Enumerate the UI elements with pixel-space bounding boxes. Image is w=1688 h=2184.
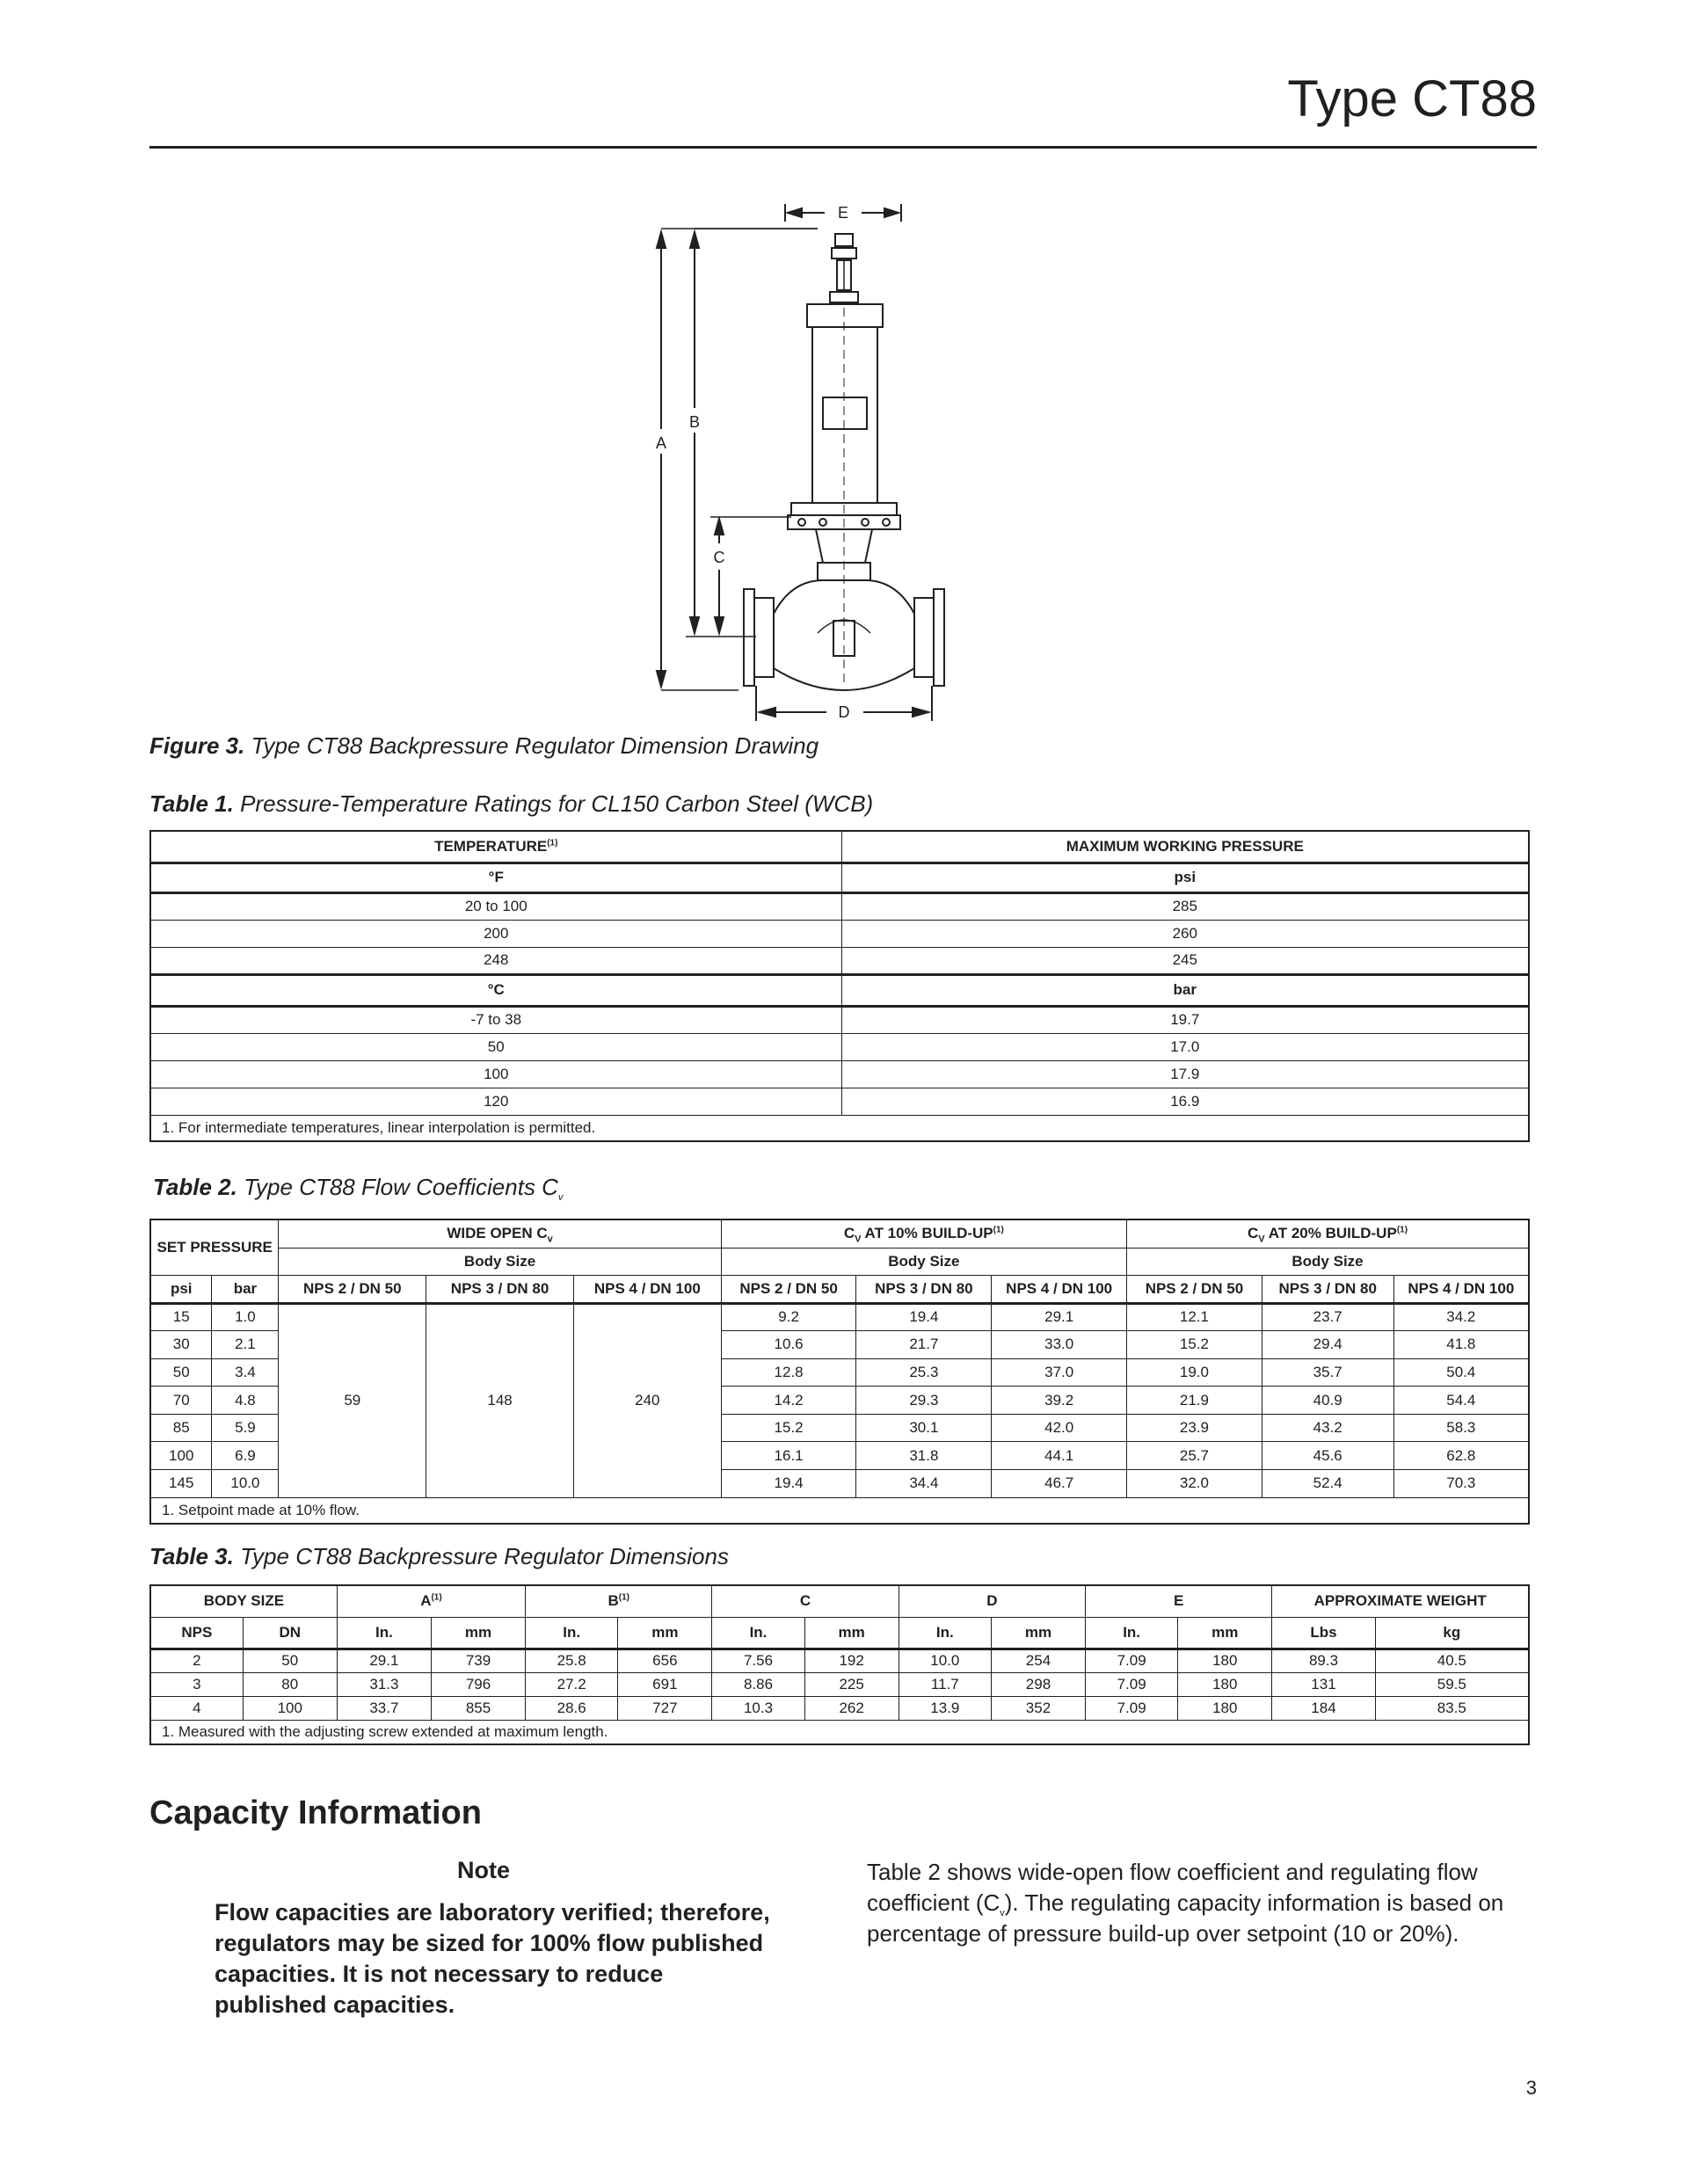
figure3-caption-text: Type CT88 Backpressure Regulator Dimension Drawing [251,732,819,759]
note-title: Note [457,1857,510,1883]
dim-label-a: A [655,434,667,452]
table-cell: 260 [841,920,1529,947]
table2-footnote: 1. Setpoint made at 10% flow. [150,1497,1529,1524]
table1-unit-f: °F [150,863,841,892]
table3-subheader: Lbs [1272,1617,1375,1649]
table3-subheader: In. [526,1617,618,1649]
table-cell: -7 to 38 [150,1006,841,1033]
table2-wide-open-value: 59 [279,1303,426,1497]
dim-label-b: B [688,413,701,431]
table2-header-cv20: $C_V$ AT 20% BUILD-UP$^{(1)}$ [1127,1219,1529,1248]
table2-caption: Table 2. Type CT88 Flow Coefficients $C_v$ [153,1174,564,1204]
table3-header-c: C [712,1585,899,1617]
table-cell: 248 [150,947,841,974]
table-row: 3 80 31.3 796 27.2 691 8.86 225 11.7 298 7.09 180 131 59.5 [150,1672,1529,1696]
table-row: 100 6.9 16.1 31.8 44.1 25.7 45.6 62.8 [150,1442,1529,1470]
note-body: Flow capacities are laboratory verified; therefore, regulators may be sized for 100% flow published capacities. It is not necessary to reduce published capacities. [215,1899,770,2018]
table3-subheader: NPS [150,1617,243,1649]
table-cell: 245 [841,947,1529,974]
dim-label-c: C [713,549,725,566]
table1-header-pressure: MAXIMUM WORKING PRESSURE [841,831,1529,863]
table-cell: 120 [150,1088,841,1115]
table-row: 85 5.9 15.2 30.1 42.0 23.9 43.2 58.3 [150,1414,1529,1442]
table2-header-cv10: $C_V$ AT 10% BUILD-UP$^{(1)}$ [721,1219,1126,1248]
table3-header-body-size: BODY SIZE [150,1585,337,1617]
table2-size: NPS 4 / DN 100 [992,1275,1127,1303]
table-cell: 50 [150,1033,841,1060]
table2-size: NPS 3 / DN 80 [426,1275,574,1303]
table2-caption-text: Type CT88 Flow Coefficients C [244,1174,558,1200]
table-row: 4 100 33.7 855 28.6 727 10.3 262 13.9 352 7.09 180 184 83.5 [150,1696,1529,1720]
table3-caption [149,1542,729,1570]
table3-subheader: kg [1375,1617,1529,1649]
table3-header-a: $A^{(1)}$ [337,1585,525,1617]
table3-footnote: 1. Measured with the adjusting screw extended at maximum length. [150,1720,1529,1744]
table2 [149,1219,1530,1525]
dim-label-e: E [837,204,849,222]
table1-caption [149,790,873,818]
table3-subheader: In. [899,1617,991,1649]
table2-caption-label: Table 2. [153,1174,237,1200]
table1-header-temperature: TEMPERATURE$^{(1)}$ [150,831,841,863]
table-row: 50 3.4 12.8 25.3 37.0 19.0 35.7 50.4 [150,1358,1529,1387]
table2-col-bar: bar [212,1275,279,1303]
table3-header-e: E [1086,1585,1272,1617]
table1-unit-bar: bar [841,974,1529,1006]
table2-wide-open-value: 148 [426,1303,574,1497]
table-cell: 100 [150,1060,841,1088]
table3-header-weight: APPROXIMATE WEIGHT [1272,1585,1529,1617]
table-row: 70 4.8 14.2 29.3 39.2 21.9 40.9 54.4 [150,1387,1529,1415]
table2-body-size: Body Size [1127,1248,1529,1275]
table2-size: NPS 3 / DN 80 [1262,1275,1393,1303]
table3 [149,1584,1530,1745]
table2-size: NPS 4 / DN 100 [573,1275,721,1303]
figure3-caption-label: Figure 3. [149,732,245,759]
table2-wide-open-value: 240 [573,1303,721,1497]
table2-col-psi: psi [150,1275,212,1303]
table2-size: NPS 2 / DN 50 [279,1275,426,1303]
table-cell: 16.9 [841,1088,1529,1115]
title-rule [149,146,1537,149]
capacity-heading: Capacity Information [149,1795,482,1831]
table-cell: 285 [841,892,1529,920]
document-title: Type CT88 [1287,70,1537,127]
table1-footnote: 1. For intermediate temperatures, linear interpolation is permitted. [150,1115,1529,1141]
figure3-caption [149,732,819,760]
table-cell: 200 [150,920,841,947]
table2-header-set-pressure: SET PRESSURE [150,1219,279,1275]
table3-header-b: $B^{(1)}$ [526,1585,712,1617]
table3-subheader: mm [431,1617,525,1649]
table2-header-wide-open: WIDE OPEN $C_v$ [279,1219,721,1248]
table3-subheader: In. [1086,1617,1178,1649]
dim-label-d: D [838,703,850,721]
table2-size: NPS 4 / DN 100 [1393,1275,1529,1303]
table1-unit-psi: psi [841,863,1529,892]
table-cell: 17.0 [841,1033,1529,1060]
table3-subheader: In. [337,1617,431,1649]
table2-body-size: Body Size [279,1248,721,1275]
table3-subheader: mm [991,1617,1085,1649]
table2-body-size: Body Size [721,1248,1126,1275]
table-cell: 20 to 100 [150,892,841,920]
table2-size: NPS 2 / DN 50 [1127,1275,1262,1303]
table1 [149,830,1530,1142]
table2-size: NPS 3 / DN 80 [856,1275,992,1303]
table1-unit-c: °C [150,974,841,1006]
table3-caption-text: Type CT88 Backpressure Regulator Dimensions [240,1543,729,1569]
capacity-paragraph: Table 2 shows wide-open flow coefficient and regulating flow coefficient $(C_v)$. The regulating capacity information is based on percentage of pressure build-up over setpoint (10 or 20%). [867,1859,1504,1947]
table3-caption-label: Table 3. [149,1543,234,1569]
table-row: 145 10.0 19.4 34.4 46.7 32.0 52.4 70.3 [150,1470,1529,1498]
table2-size: NPS 2 / DN 50 [721,1275,856,1303]
table1-caption-label: Table 1. [149,790,234,817]
page-number: 3 [1525,2077,1537,2099]
table3-subheader: mm [804,1617,899,1649]
table3-subheader: In. [712,1617,804,1649]
table-row: 2 50 29.1 739 25.8 656 7.56 192 10.0 254 7.09 180 89.3 40.5 [150,1649,1529,1672]
table-cell: 17.9 [841,1060,1529,1088]
table3-subheader: mm [618,1617,712,1649]
table3-header-d: D [899,1585,1085,1617]
table-row: 30 2.1 10.6 21.7 33.0 15.2 29.4 41.8 [150,1331,1529,1359]
table3-subheader: DN [243,1617,337,1649]
table3-subheader: mm [1178,1617,1272,1649]
table1-caption-text: Pressure-Temperature Ratings for CL150 Carbon Steel (WCB) [240,790,874,817]
table-row: 15 1.0 59 148 240 9.2 19.4 29.1 12.1 23.7 34.2 [150,1303,1529,1331]
regulator-dimension-drawing [615,193,967,730]
table-cell: 19.7 [841,1006,1529,1033]
